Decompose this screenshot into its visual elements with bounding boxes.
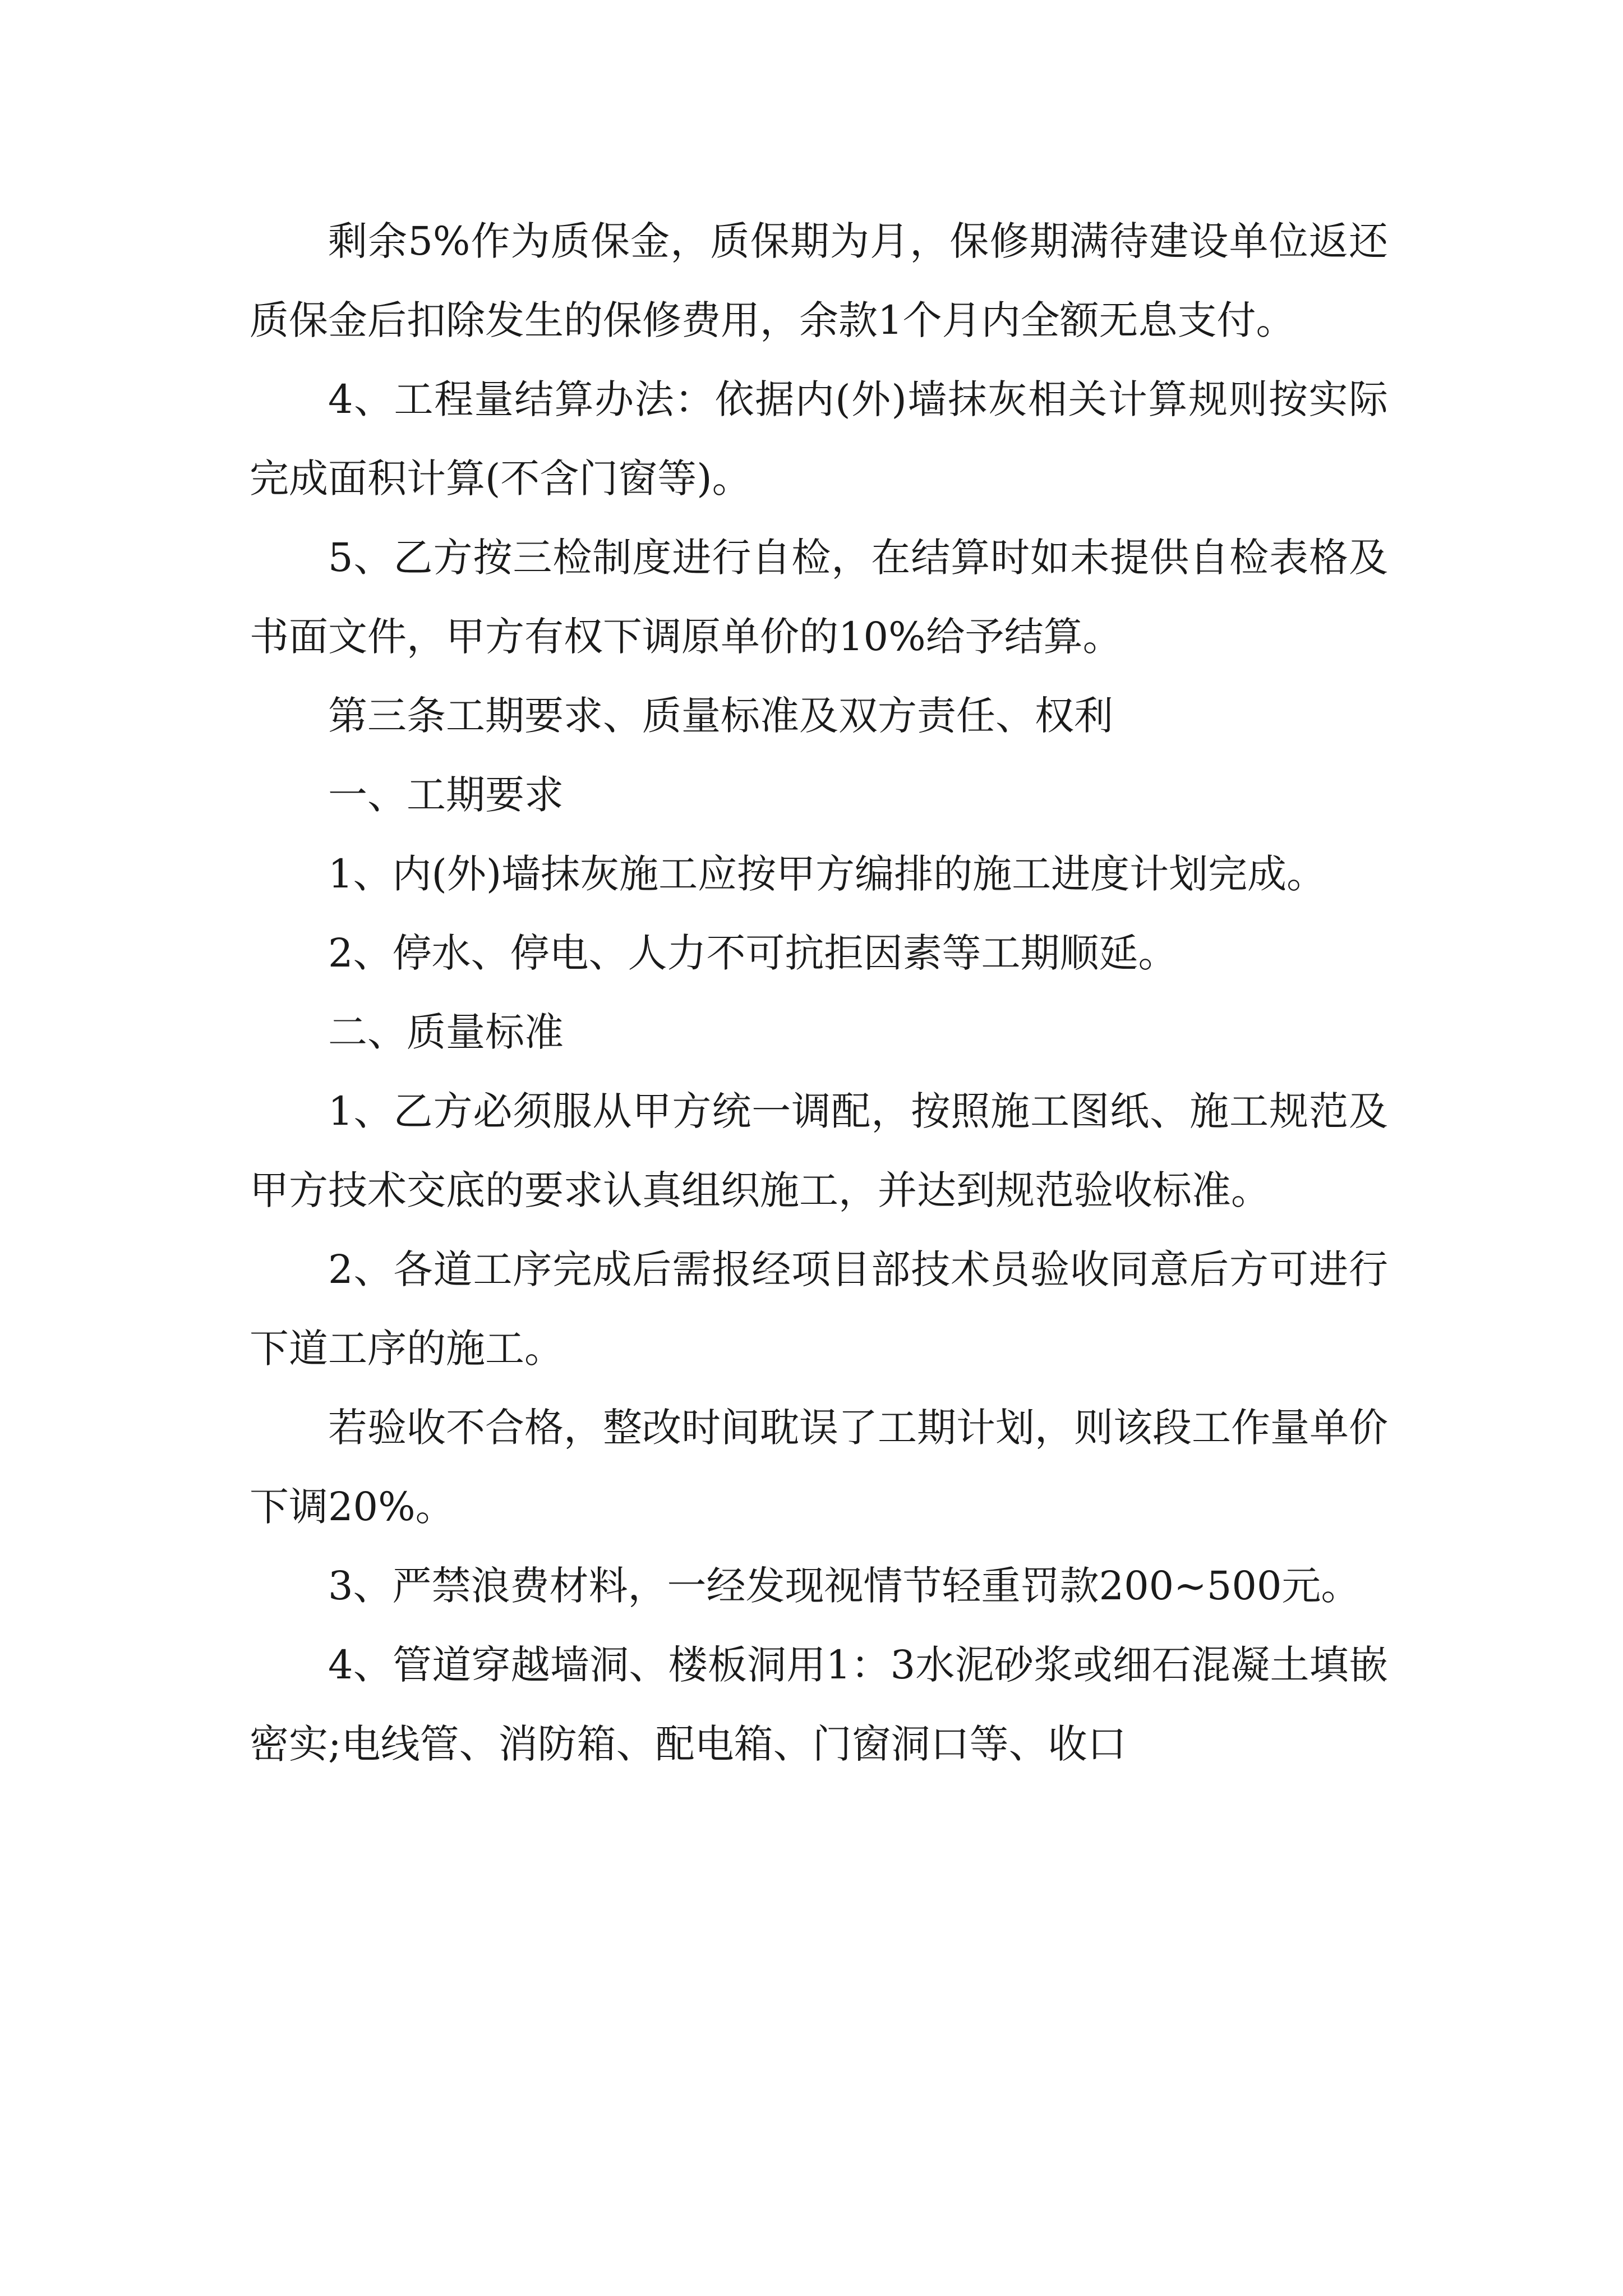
paragraph-quality-1: 1、乙方必须服从甲方统一调配，按照施工图纸、施工规范及甲方技术交底的要求认真组织施工，并达到规范验收标准。 xyxy=(250,1088,1388,1213)
paragraph-quality-4: 4、管道穿越墙洞、楼板洞用1：3水泥砂浆或细石混凝土填嵌密实;电线管、消防箱、配电箱、门窗洞口等、收口 xyxy=(250,1642,1388,1767)
section-heading-article-3: 第三条工期要求、质量标准及双方责任、权利 xyxy=(328,693,1113,739)
paragraph-settlement-method: 4、工程量结算办法：依据内(外)墙抹灰相关计算规则按实际完成面积计算(不含门窗等)。 xyxy=(250,376,1388,501)
paragraph-self-inspection: 5、乙方按三检制度进行自检，在结算时如未提供自检表格及书面文件，甲方有权下调原单价的10%给予结算。 xyxy=(250,535,1388,660)
paragraph-quality-3: 3、严禁浪费材料，一经发现视情节轻重罚款200~500元。 xyxy=(328,1563,1361,1609)
paragraph-retention-money: 剩余5%作为质保金，质保期为月，保修期满待建设单位返还质保金后扣除发生的保修费用，余款1个月内全额无息支付。 xyxy=(250,218,1388,343)
subheading-quality: 二、质量标准 xyxy=(328,1009,564,1055)
paragraph-quality-penalty: 若验收不合格，整改时间耽误了工期计划，则该段工作量单价下调20%。 xyxy=(250,1405,1388,1530)
paragraph-schedule-1: 1、内(外)墙抹灰施工应按甲方编排的施工进度计划完成。 xyxy=(328,851,1326,897)
paragraph-schedule-2: 2、停水、停电、人力不可抗拒因素等工期顺延。 xyxy=(328,930,1178,976)
paragraph-quality-2: 2、各道工序完成后需报经项目部技术员验收同意后方可进行下道工序的施工。 xyxy=(250,1246,1388,1372)
subheading-schedule: 一、工期要求 xyxy=(328,772,564,818)
document-body xyxy=(250,202,1388,1784)
